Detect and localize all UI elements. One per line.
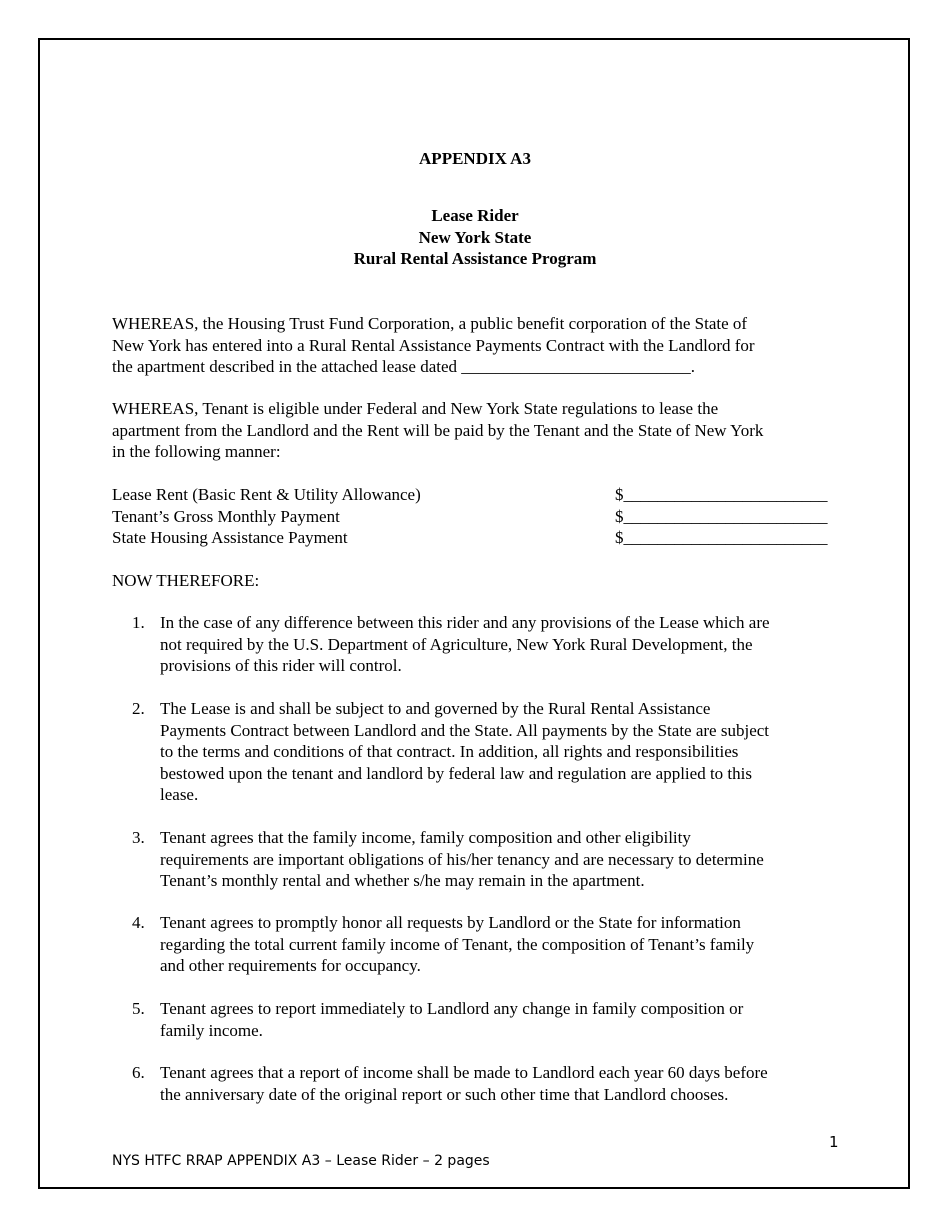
text-line: the apartment described in the attached lease dated ___________________________. xyxy=(112,357,696,376)
payment-amount-blank: $________________________ xyxy=(615,528,828,547)
text-line: Tenant agrees that the family income, family composition and other eligibility xyxy=(160,828,691,847)
item-text xyxy=(160,912,840,977)
text-line: regarding the total current family income of Tenant, the composition of Tenant’s family xyxy=(160,934,755,954)
text-line: In the case of any difference between this rider and any provisions of the Lease which are xyxy=(160,613,770,632)
title-line: Rural Rental Assistance Program xyxy=(353,249,597,268)
text-line: Tenant agrees to promptly honor all requests by Landlord or the State for information xyxy=(160,913,741,932)
item-number: 2. xyxy=(132,699,145,718)
page-footer: NYS HTFC RRAP APPENDIX A3 – Lease Rider – 2 pages xyxy=(112,1153,490,1169)
item-number: 6. xyxy=(132,1063,145,1082)
payment-row-state-assistance xyxy=(112,527,840,549)
whereas-paragraph-1 xyxy=(112,313,840,378)
item-text xyxy=(160,998,840,1041)
text-line: family income. xyxy=(160,1020,263,1040)
payment-row-lease-rent xyxy=(112,484,840,506)
item-text xyxy=(160,827,840,892)
title-line: New York State xyxy=(418,227,532,247)
text-line: WHEREAS, the Housing Trust Fund Corporation, a public benefit corporation of the State of xyxy=(112,314,748,333)
whereas-paragraph-2 xyxy=(112,398,840,463)
item-text xyxy=(160,698,840,806)
text-line: New York has entered into a Rural Rental Assistance Payments Contract with the Landlord for xyxy=(112,335,755,355)
title-line: Lease Rider xyxy=(431,206,519,225)
payment-amount-blank: $________________________ xyxy=(615,485,828,504)
text-line: to the terms and conditions of that contract. In addition, all rights and responsibilities xyxy=(160,742,739,761)
item-text xyxy=(160,612,840,677)
text-line: provisions of this rider will control. xyxy=(160,656,402,675)
item-number: 1. xyxy=(132,613,145,632)
item-number: 4. xyxy=(132,913,145,932)
payment-label: State Housing Assistance Payment xyxy=(112,528,348,547)
text-line: in the following manner: xyxy=(112,442,281,461)
item-number: 5. xyxy=(132,999,145,1018)
text-line: Tenant agrees to report immediately to Landlord any change in family composition or xyxy=(160,999,744,1018)
text-line: requirements are important obligations of his/her tenancy and are necessary to determine xyxy=(160,849,764,869)
text-line: not required by the U.S. Department of Agriculture, New York Rural Development, the xyxy=(160,634,753,654)
text-line: lease. xyxy=(160,785,199,804)
appendix-title: APPENDIX A3 xyxy=(419,149,531,168)
payment-row-tenant-payment xyxy=(112,506,840,528)
text-line: the anniversary date of the original report or such other time that Landlord chooses. xyxy=(160,1084,729,1104)
now-therefore-heading: NOW THEREFORE: xyxy=(112,571,260,590)
document-title xyxy=(112,205,838,270)
page-number: 1 xyxy=(829,1133,839,1151)
payment-label: Lease Rent (Basic Rent & Utility Allowance) xyxy=(112,485,421,504)
payment-table xyxy=(112,484,840,549)
item-number: 3. xyxy=(132,828,145,847)
item-text xyxy=(160,1062,840,1105)
text-line: and other requirements for occupancy. xyxy=(160,956,421,975)
text-line: apartment from the Landlord and the Rent will be paid by the Tenant and the State of New York xyxy=(112,420,764,440)
text-line: Tenant agrees that a report of income shall be made to Landlord each year 60 days before xyxy=(160,1063,768,1082)
text-line: bestowed upon the tenant and landlord by federal law and regulation are applied to this xyxy=(160,763,752,783)
text-line: Payments Contract between Landlord and the State. All payments by the State are subject xyxy=(160,720,770,740)
payment-label: Tenant’s Gross Monthly Payment xyxy=(112,506,340,526)
text-line: The Lease is and shall be subject to and governed by the Rural Rental Assistance xyxy=(160,699,711,718)
text-line: Tenant’s monthly rental and whether s/he may remain in the apartment. xyxy=(160,871,645,890)
payment-amount-blank: $________________________ xyxy=(615,506,828,526)
text-line: WHEREAS, Tenant is eligible under Federal and New York State regulations to lease the xyxy=(112,399,719,418)
